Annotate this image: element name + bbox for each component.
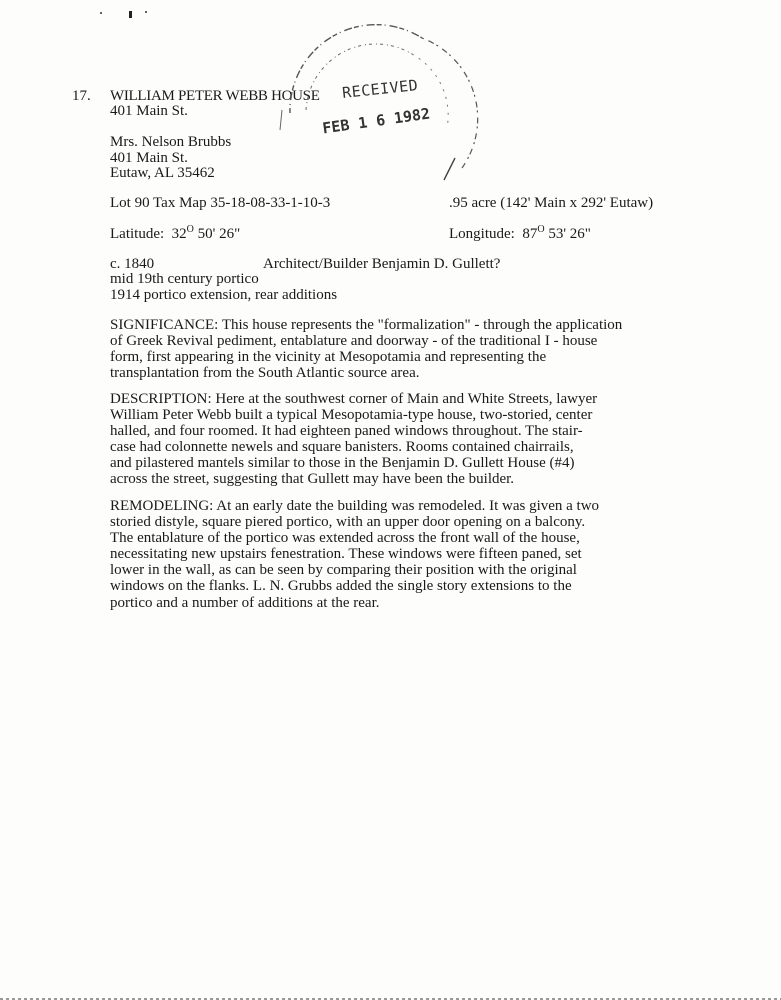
longitude: Longitude: $87^O$ 53' 26" [449,224,591,242]
significance-line: SIGNIFICANCE: This house represents the "formalization" - through the application [110,317,623,333]
lot-acreage: .95 acre (142' Main x 292' Eutaw) [449,195,654,211]
remodeling-line: The entablature of the portico was extended across the front wall of the house, [110,530,580,547]
remodeling-paragraph [110,498,750,611]
description-line: case had colonnette newels and square banisters. Rooms contained chairrails, [110,439,574,456]
significance-line: form, first appearing in the vicinity at Mesopotamia and representing the [110,349,547,366]
dating-portico: mid 19th century portico [110,271,259,287]
longitude-degrees: 87 [522,226,538,242]
received-stamp [272,18,482,218]
description-line: across the street, suggesting that Gullett may have been the builder. [110,471,515,488]
dating-extension: 1914 portico extension, rear additions [110,287,338,303]
stamp-received: RECEIVED [341,76,419,102]
lot-tax-map: Lot 90 Tax Map 35-18-08-33-1-10-3 [110,195,331,211]
description-line: William Peter Webb built a typical Mesopotamia-type house, two-storied, center [110,407,593,424]
description-line: DESCRIPTION: Here at the southwest corner of Main and White Streets, lawyer [110,391,598,407]
longitude-label: Longitude: [449,226,515,242]
latitude: Latitude: $32^O$ 50' 26" [110,224,241,242]
scan-specks [0,0,781,40]
description-line: halled, and four roomed. It had eighteen paned windows throughout. The stair- [110,423,583,440]
entry-number: 17. [72,88,91,104]
significance-line: of Greek Revival pediment, entablature and doorway - of the traditional I - house [110,333,598,350]
remodeling-line: REMODELING: At an early date the building was remodeled. It was given a two [110,498,600,514]
owner-city: Eutaw, AL 35462 [110,165,215,181]
property-address: 401 Main St. [110,103,188,119]
remodeling-line: storied distyle, square piered portico, with an upper door opening on a balcony. [110,514,586,531]
owner-name: Mrs. Nelson Brubbs [110,134,232,150]
latitude-label: Latitude: [110,226,165,242]
remodeling-line: lower in the wall, as can be seen by comparing their position with the original [110,562,577,579]
latitude-degrees: 32 [171,226,187,242]
stamp-ring [272,18,482,218]
construction-date: c. 1840 [110,256,155,272]
significance-line: transplantation from the South Atlantic source area. [110,365,420,382]
longitude-minutes: 53' 26" [548,226,591,242]
architect-builder: Architect/Builder Benjamin D. Gullett? [263,256,501,272]
significance-paragraph [110,317,750,381]
remodeling-line: windows on the flanks. L. N. Grubbs added the single story extensions to the [110,578,572,595]
property-title: WILLIAM PETER WEBB HOUSE [110,88,320,104]
description-line: and pilastered mantels similar to those in the Benjamin D. Gullett House (#4) [110,455,575,472]
owner-street: 401 Main St. [110,150,188,166]
description-paragraph [110,391,750,488]
remodeling-line: portico and a number of additions at the rear. [110,594,380,611]
stamp-date: FEB 1 6 1982 [321,104,432,138]
remodeling-line: necessitating new upstairs fenestration. These windows were fifteen paned, set [110,546,582,563]
latitude-minutes: 50' 26" [197,226,241,242]
